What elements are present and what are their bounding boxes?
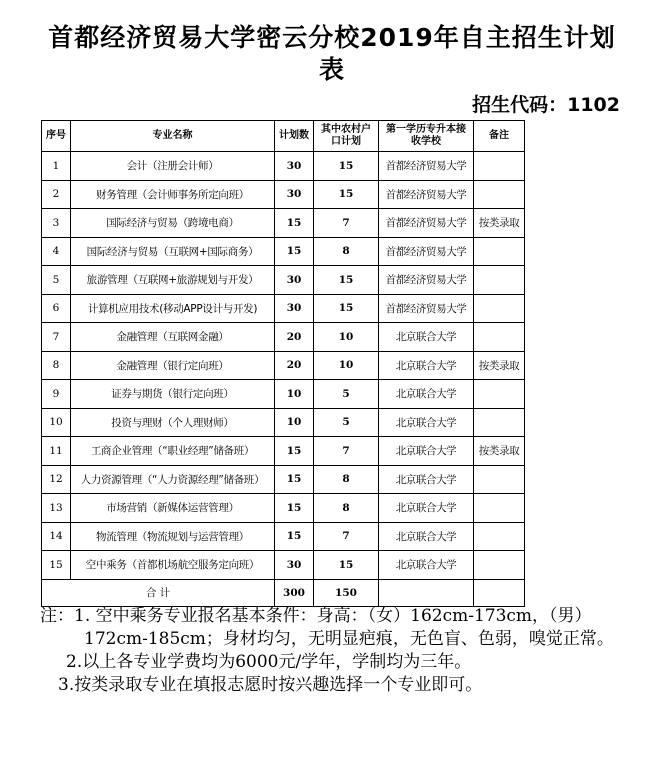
cell-note <box>474 551 525 580</box>
cell-school: 首都经济贸易大学 <box>379 294 474 323</box>
table-row <box>42 522 525 551</box>
note-1: 注：1. 空中乘务专业报名基本条件：身高：（女）162cm-173cm，（男）172cm-185cm；身材均匀，无明显疤痕，无色盲、色弱，嗅觉正常。 <box>40 606 614 649</box>
cell-major: 空中乘务（首都机场航空服务定向班） <box>71 551 275 580</box>
cell-plan: 15 <box>275 494 314 523</box>
title-line-2: 表 <box>318 55 345 84</box>
cell-major: 会计（注册会计师） <box>71 152 275 181</box>
note-2: 2.以上各专业学费均为6000元/学年，学制均为三年。 <box>66 652 472 672</box>
cell-rural: 10 <box>314 323 379 352</box>
cell-plan: 10 <box>275 380 314 409</box>
cell-rural: 7 <box>314 437 379 466</box>
note-3: 3.按类录取专业在填报志愿时按兴趣选择一个专业即可。 <box>58 675 483 695</box>
table-row <box>42 380 525 409</box>
cell-rural: 8 <box>314 465 379 494</box>
cell-major: 人力资源管理（“人力资源经理”储备班） <box>71 465 275 494</box>
total-rural: 150 <box>314 579 379 606</box>
cell-major: 国际经济与贸易（互联网+国际商务） <box>71 237 275 266</box>
cell-plan: 30 <box>275 551 314 580</box>
cell-note <box>474 237 525 266</box>
cell-school: 首都经济贸易大学 <box>379 152 474 181</box>
table-row <box>42 152 525 181</box>
cell-note: 按类录取 <box>474 437 525 466</box>
cell-school: 北京联合大学 <box>379 408 474 437</box>
cell-seq: 6 <box>42 294 71 323</box>
cell-seq: 14 <box>42 522 71 551</box>
table-row <box>42 494 525 523</box>
cell-major: 投资与理财（个人理财师） <box>71 408 275 437</box>
cell-plan: 20 <box>275 323 314 352</box>
cell-plan: 15 <box>275 209 314 238</box>
cell-major: 国际经济与贸易（跨境电商） <box>71 209 275 238</box>
total-school-empty <box>379 579 474 606</box>
notes-section <box>40 605 650 697</box>
table-row <box>42 465 525 494</box>
cell-school: 北京联合大学 <box>379 522 474 551</box>
cell-seq: 3 <box>42 209 71 238</box>
cell-rural: 5 <box>314 408 379 437</box>
cell-school: 北京联合大学 <box>379 323 474 352</box>
cell-plan: 30 <box>275 152 314 181</box>
cell-note <box>474 180 525 209</box>
table-row <box>42 294 525 323</box>
cell-school: 北京联合大学 <box>379 380 474 409</box>
cell-seq: 15 <box>42 551 71 580</box>
cell-plan: 15 <box>275 522 314 551</box>
cell-seq: 4 <box>42 237 71 266</box>
cell-note <box>474 380 525 409</box>
table-row <box>42 237 525 266</box>
cell-rural: 15 <box>314 551 379 580</box>
cell-note <box>474 408 525 437</box>
cell-note <box>474 465 525 494</box>
table-row <box>42 551 525 580</box>
cell-plan: 15 <box>275 465 314 494</box>
cell-seq: 7 <box>42 323 71 352</box>
cell-note <box>474 494 525 523</box>
cell-note <box>474 323 525 352</box>
cell-major: 工商企业管理（“职业经理”储备班） <box>71 437 275 466</box>
cell-school: 北京联合大学 <box>379 351 474 380</box>
total-plan: 300 <box>275 579 314 606</box>
total-row <box>42 579 525 606</box>
cell-rural: 7 <box>314 522 379 551</box>
cell-plan: 30 <box>275 294 314 323</box>
cell-major: 物流管理（物流规划与运营管理） <box>71 522 275 551</box>
cell-seq: 13 <box>42 494 71 523</box>
cell-rural: 8 <box>314 494 379 523</box>
header-rural: 其中农村户口计划 <box>314 121 379 152</box>
table-row <box>42 209 525 238</box>
cell-seq: 1 <box>42 152 71 181</box>
cell-major: 市场营销（新媒体运营管理） <box>71 494 275 523</box>
title-line-1: 首都经济贸易大学密云分校2019年自主招生计划 <box>48 23 616 52</box>
cell-rural: 15 <box>314 152 379 181</box>
header-seq: 序号 <box>42 121 71 152</box>
cell-rural: 7 <box>314 209 379 238</box>
header-note: 备注 <box>474 121 525 152</box>
cell-major: 金融管理（互联网金融） <box>71 323 275 352</box>
total-note-empty <box>474 579 525 606</box>
cell-plan: 15 <box>275 237 314 266</box>
cell-note <box>474 522 525 551</box>
header-plan: 计划数 <box>275 121 314 152</box>
cell-major: 旅游管理（互联网+旅游规划与开发） <box>71 266 275 295</box>
cell-note: 按类录取 <box>474 209 525 238</box>
table-row <box>42 351 525 380</box>
total-label: 合 计 <box>42 579 275 606</box>
enrollment-plan-table <box>41 120 525 607</box>
table-row <box>42 180 525 209</box>
cell-seq: 9 <box>42 380 71 409</box>
table-row <box>42 437 525 466</box>
cell-major: 金融管理（银行定向班） <box>71 351 275 380</box>
cell-seq: 11 <box>42 437 71 466</box>
cell-note <box>474 294 525 323</box>
cell-note <box>474 266 525 295</box>
cell-plan: 10 <box>275 408 314 437</box>
cell-school: 北京联合大学 <box>379 465 474 494</box>
cell-major: 计算机应用技术(移动APP设计与开发) <box>71 294 275 323</box>
cell-school: 北京联合大学 <box>379 494 474 523</box>
cell-plan: 15 <box>275 437 314 466</box>
cell-note <box>474 152 525 181</box>
cell-rural: 15 <box>314 180 379 209</box>
table-header-row <box>42 121 525 152</box>
cell-school: 首都经济贸易大学 <box>379 209 474 238</box>
table-row <box>42 408 525 437</box>
cell-rural: 8 <box>314 237 379 266</box>
cell-plan: 30 <box>275 180 314 209</box>
cell-rural: 15 <box>314 266 379 295</box>
cell-rural: 10 <box>314 351 379 380</box>
table-row <box>42 266 525 295</box>
cell-school: 首都经济贸易大学 <box>379 237 474 266</box>
cell-seq: 10 <box>42 408 71 437</box>
cell-school: 首都经济贸易大学 <box>379 266 474 295</box>
cell-seq: 8 <box>42 351 71 380</box>
cell-major: 财务管理（会计师事务所定向班） <box>71 180 275 209</box>
cell-school: 首都经济贸易大学 <box>379 180 474 209</box>
header-major: 专业名称 <box>71 121 275 152</box>
document-title <box>20 22 644 86</box>
cell-major: 证券与期货（银行定向班） <box>71 380 275 409</box>
enroll-code: 招生代码：1102 <box>472 94 620 116</box>
cell-school: 北京联合大学 <box>379 437 474 466</box>
cell-rural: 5 <box>314 380 379 409</box>
cell-plan: 30 <box>275 266 314 295</box>
cell-seq: 2 <box>42 180 71 209</box>
table-body <box>42 152 525 607</box>
cell-plan: 20 <box>275 351 314 380</box>
cell-seq: 12 <box>42 465 71 494</box>
table-row <box>42 323 525 352</box>
cell-seq: 5 <box>42 266 71 295</box>
cell-rural: 15 <box>314 294 379 323</box>
cell-school: 北京联合大学 <box>379 551 474 580</box>
header-school: 第一学历专升本接收学校 <box>379 121 474 152</box>
cell-note: 按类录取 <box>474 351 525 380</box>
